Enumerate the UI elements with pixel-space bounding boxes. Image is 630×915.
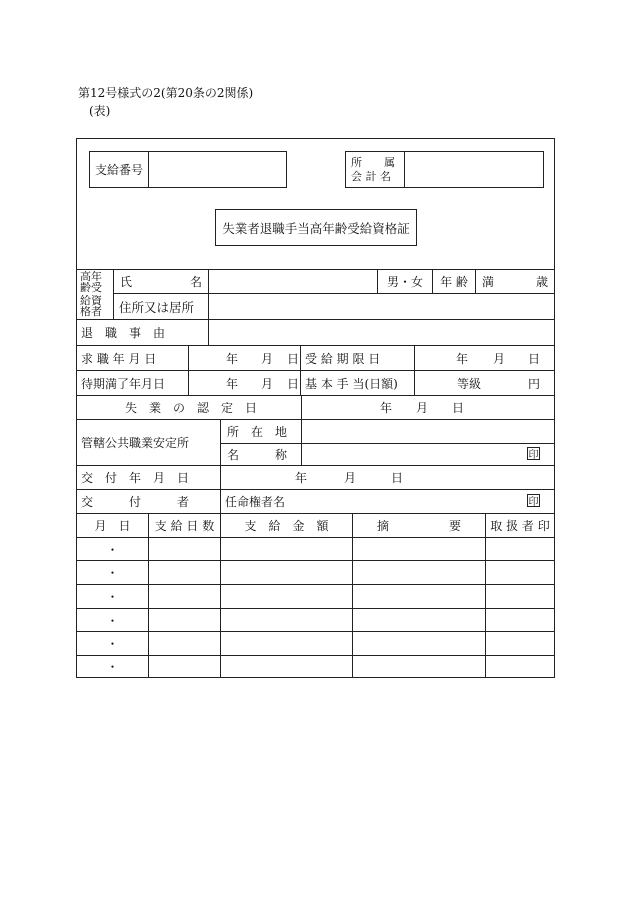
row-date[interactable]: [77, 609, 148, 632]
col-header-date: 月 日: [94, 519, 131, 533]
date-separator-dot: ・: [106, 566, 119, 580]
issue-date-label: 交 付 年 月 日: [81, 471, 190, 485]
row-remarks[interactable]: [353, 538, 485, 561]
row-amount[interactable]: [221, 656, 352, 677]
address-field[interactable]: [209, 294, 554, 319]
row-amount[interactable]: [221, 609, 352, 632]
row-amount[interactable]: [221, 585, 352, 608]
waiting-end-field[interactable]: [189, 371, 300, 395]
name-label-b: 名: [189, 275, 202, 289]
ymd-d: 日: [287, 351, 300, 366]
issuer-seal-mark: 印: [527, 494, 540, 507]
application-date-field[interactable]: [189, 346, 300, 370]
office-seal-mark: 印: [527, 447, 540, 460]
col-header-remarks: 摘 要: [376, 519, 461, 533]
ymd-y: 年: [380, 401, 393, 415]
yen-label: 円: [528, 376, 541, 391]
basic-allowance-label: 基 本 手 当(日額): [305, 376, 398, 391]
date-separator-dot: ・: [106, 543, 119, 557]
row-days[interactable]: [149, 656, 220, 677]
col-header-days: 支 給 日 数: [154, 519, 215, 533]
ymd-y: 年: [226, 376, 239, 391]
ymd-m: 月: [416, 401, 429, 415]
age-prefix: 満: [482, 275, 495, 289]
authorized-name-label: 任命権者名: [225, 495, 286, 509]
grade-label: 等級: [457, 376, 482, 391]
gender-label[interactable]: 男・女: [386, 275, 423, 289]
retirement-reason-label: 退 職 事 由: [81, 326, 166, 340]
waiting-end-label: 待期満了年月日: [81, 376, 166, 391]
office-name-label: 名 称: [227, 448, 288, 462]
issue-date-field[interactable]: [221, 466, 554, 489]
ymd-m: 月: [261, 351, 274, 366]
col-header-amount: 支 給 金 額: [244, 519, 329, 533]
row-amount[interactable]: [221, 538, 352, 561]
age-label: 年 齢: [440, 275, 468, 289]
ymd-d: 日: [391, 471, 404, 485]
col-header-handler-seal: 取 扱 者 印: [490, 519, 550, 533]
qualification-certificate-form: [76, 138, 555, 678]
name-field[interactable]: [209, 270, 377, 293]
row-remarks[interactable]: [353, 561, 485, 584]
affiliation-label-2: 会 計 名: [351, 170, 391, 183]
ymd-m: 月: [344, 471, 357, 485]
office-location-label: 所 在 地: [227, 425, 288, 439]
address-label: 住所又は居所: [119, 299, 195, 315]
row-date[interactable]: [77, 656, 148, 677]
row-days[interactable]: [149, 632, 220, 655]
benefit-deadline-label: 受 給 期 限 日: [305, 351, 381, 366]
ymd-d: 日: [528, 351, 541, 366]
row-days[interactable]: [149, 561, 220, 584]
ymd-y: 年: [295, 471, 308, 485]
side-label: (表): [89, 104, 111, 118]
row-handler-seal[interactable]: [486, 656, 554, 677]
date-separator-dot: ・: [106, 660, 119, 674]
qualifier-side-label-3: 給資: [80, 295, 102, 306]
affiliation-field[interactable]: [405, 152, 543, 187]
payment-number-box: [89, 151, 287, 188]
basic-allowance-field[interactable]: [415, 371, 554, 395]
row-date[interactable]: [77, 538, 148, 561]
qualifier-side-label-2: 齢受: [80, 282, 102, 293]
row-date[interactable]: [77, 632, 148, 655]
row-days[interactable]: [149, 609, 220, 632]
affiliation-box: [345, 151, 544, 188]
ymd-m: 月: [493, 351, 506, 366]
row-remarks[interactable]: [353, 585, 485, 608]
row-handler-seal[interactable]: [486, 538, 554, 561]
ymd-y: 年: [456, 351, 469, 366]
age-field[interactable]: [476, 270, 554, 293]
row-date[interactable]: [77, 585, 148, 608]
ymd-m: 月: [261, 376, 274, 391]
payment-number-label: 支給番号: [94, 163, 143, 177]
age-suffix: 歳: [535, 275, 548, 289]
row-date[interactable]: [77, 561, 148, 584]
row-handler-seal[interactable]: [486, 561, 554, 584]
form-title: 失業者退職手当高年齢受給資格証: [215, 209, 417, 246]
row-amount[interactable]: [221, 632, 352, 655]
ymd-d: 日: [287, 376, 300, 391]
row-handler-seal[interactable]: [486, 585, 554, 608]
row-handler-seal[interactable]: [486, 609, 554, 632]
affiliation-label-1: 所 属: [351, 156, 395, 169]
issuer-field[interactable]: [345, 490, 554, 513]
date-separator-dot: ・: [106, 590, 119, 604]
issuer-label: 交 付 者: [81, 495, 190, 509]
ymd-d: 日: [452, 401, 465, 415]
benefit-deadline-field[interactable]: [415, 346, 554, 370]
office-location-field[interactable]: [302, 420, 554, 443]
row-days[interactable]: [149, 585, 220, 608]
ymd-y: 年: [226, 351, 239, 366]
date-separator-dot: ・: [106, 614, 119, 628]
unemployment-cert-label: 失 業 の 認 定 日: [125, 401, 258, 415]
qualifier-side-label-4: 格者: [80, 306, 102, 317]
application-date-label: 求 職 年 月 日: [81, 351, 157, 366]
qualifier-side-label-1: 高年: [80, 271, 102, 282]
row-handler-seal[interactable]: [486, 632, 554, 655]
form-number: 第12号様式の2(第20条の2関係): [78, 86, 254, 100]
row-remarks[interactable]: [353, 656, 485, 677]
name-label-a: 氏: [120, 275, 133, 289]
retirement-reason-field[interactable]: [209, 320, 554, 345]
office-label: 管轄公共職業安定所: [81, 436, 190, 450]
row-amount[interactable]: [221, 561, 352, 584]
name-label: [114, 270, 208, 293]
row-days[interactable]: [149, 538, 220, 561]
row-remarks[interactable]: [353, 632, 485, 655]
row-remarks[interactable]: [353, 609, 485, 632]
date-separator-dot: ・: [106, 637, 119, 651]
office-name-field[interactable]: [302, 444, 554, 465]
unemployment-cert-field[interactable]: [302, 396, 554, 419]
payment-number-field[interactable]: [149, 152, 286, 187]
